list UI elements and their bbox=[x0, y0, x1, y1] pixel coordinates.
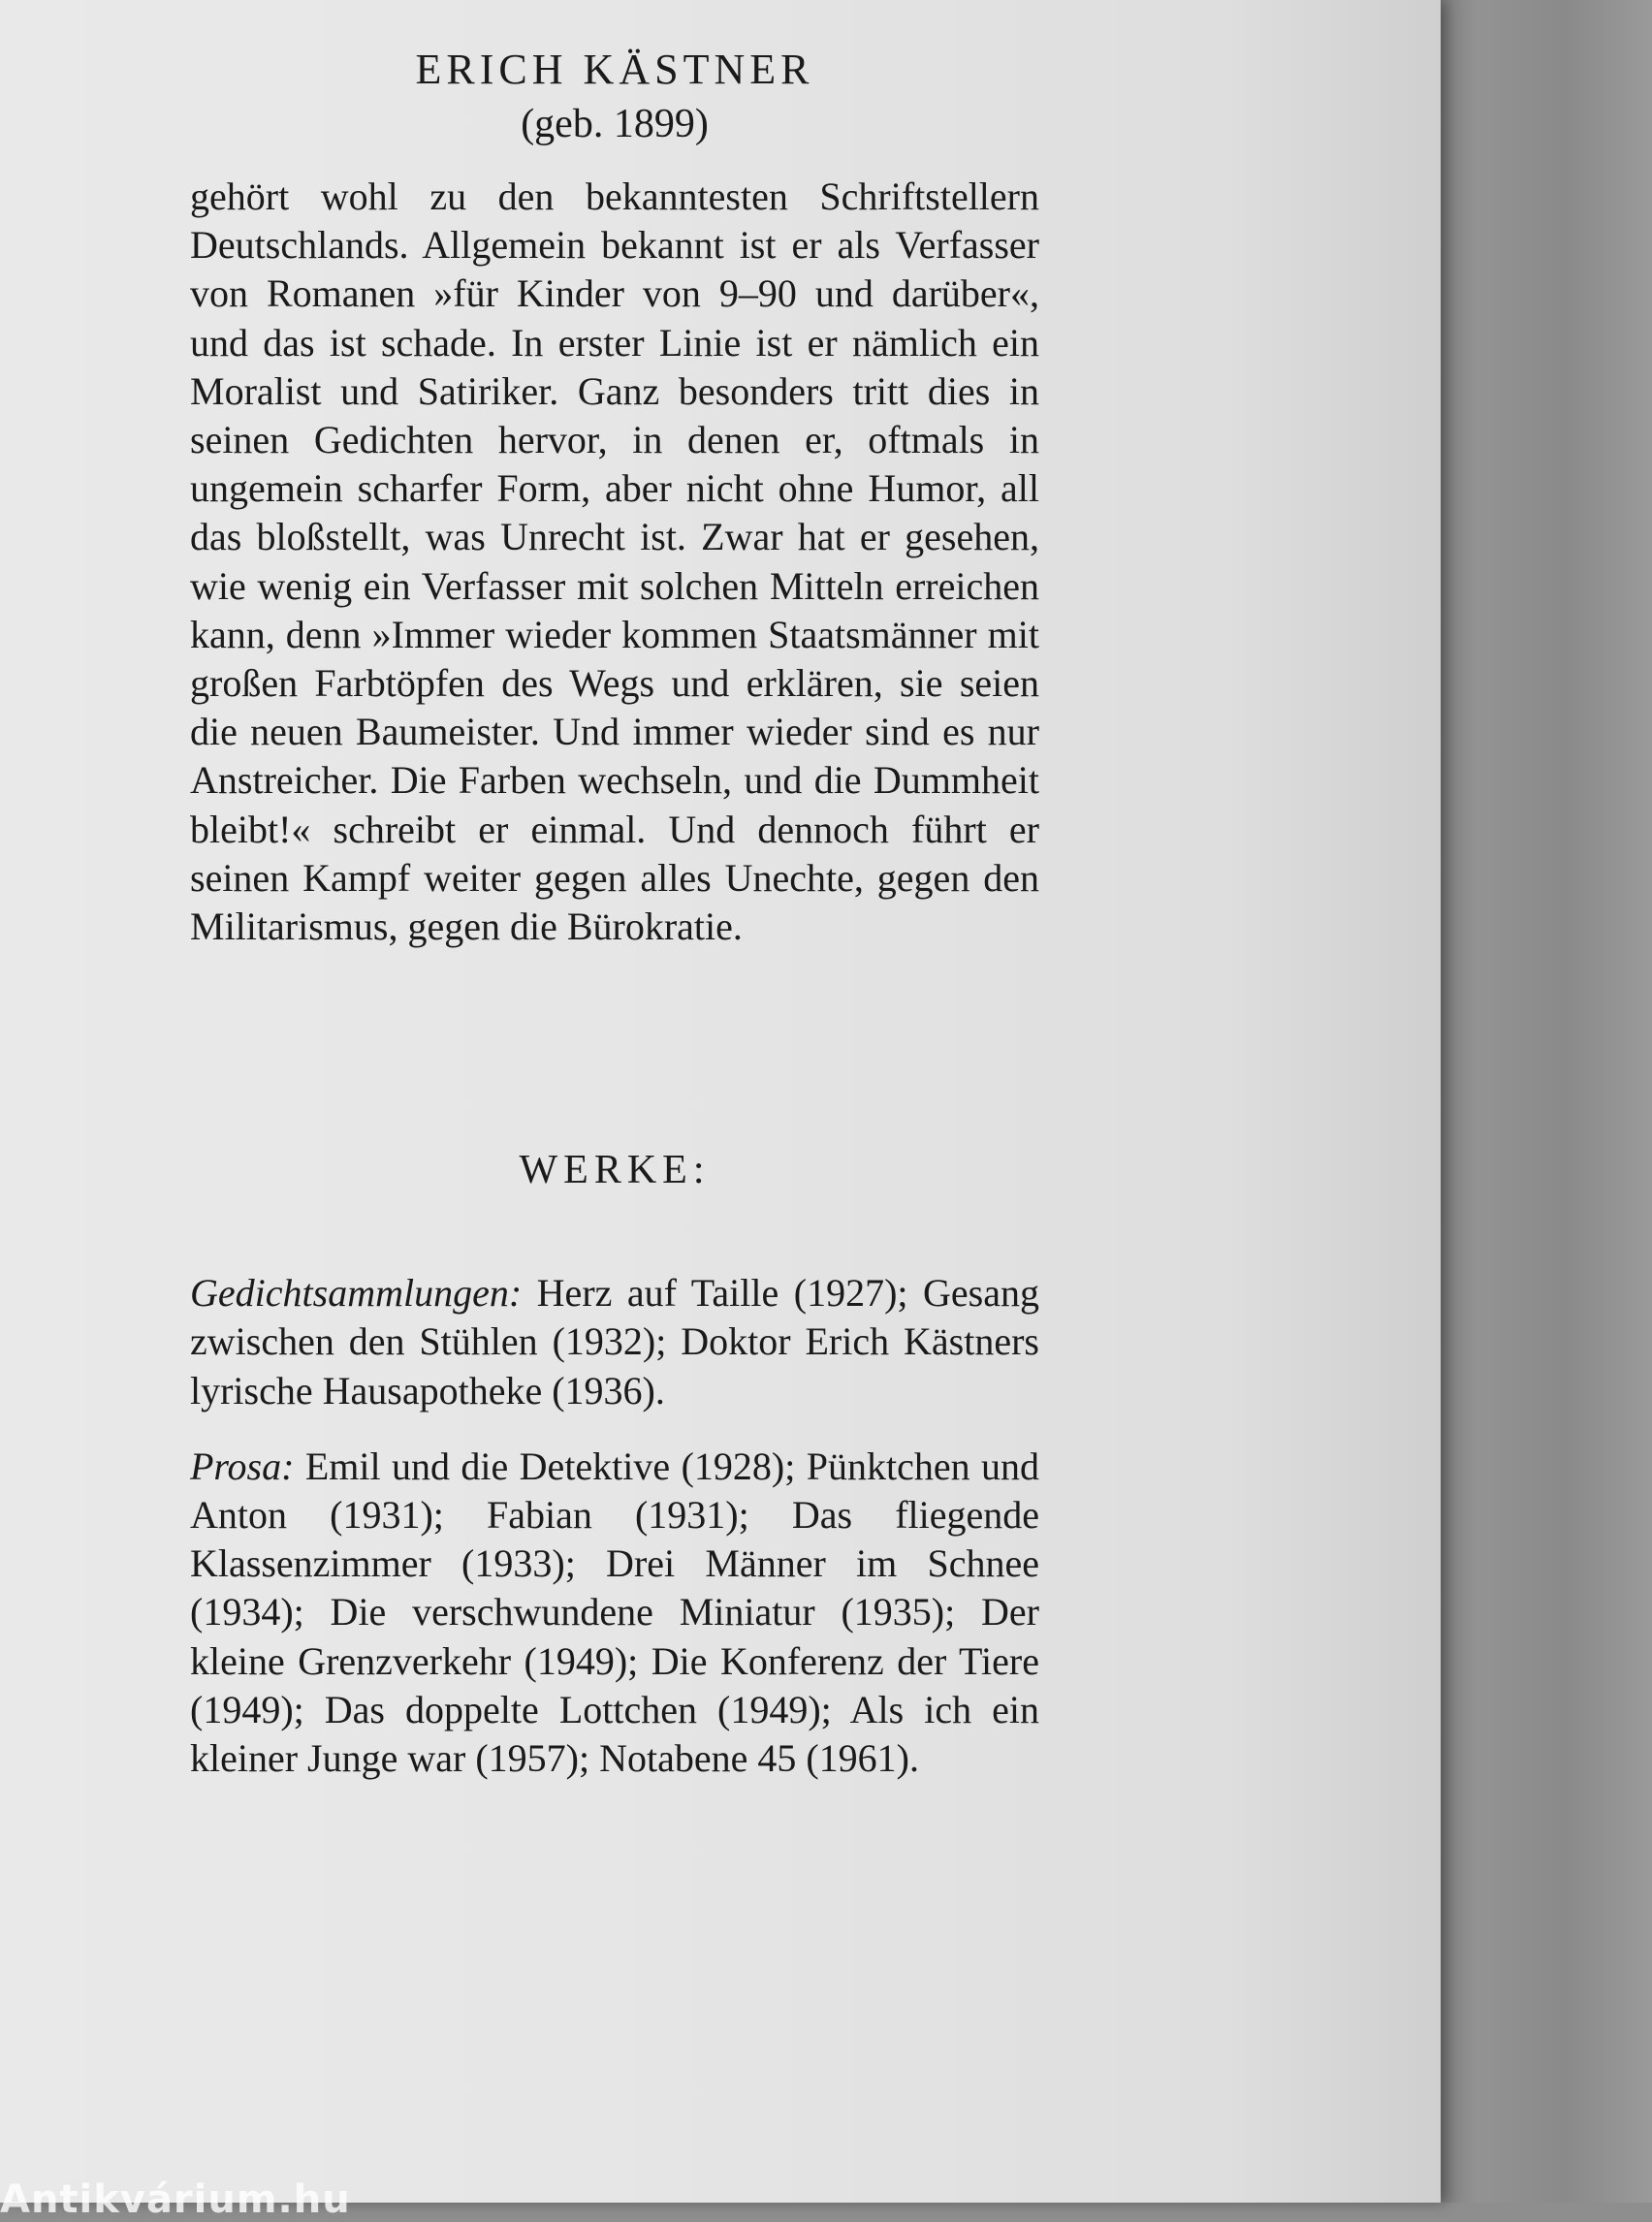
prose-text: Emil und die Detektive (1928); Pünktchen und Anton (1931); Fabian (1931); Das fliegende Klassenzimmer (1933); Drei Männer im Schnee (1934); Die verschwundene Miniatur (1935); Der kleine Grenzverkehr (1949); Die Konferenz der Tiere (1949); Das doppelte Lottchen (1949); Als ich ein kleiner Junge war (1957); Notabene 45 (1961). bbox=[190, 1444, 1039, 1781]
works-poetry bbox=[190, 1269, 1039, 1415]
works-prose bbox=[190, 1443, 1039, 1783]
biography-paragraph: gehört wohl zu den bekanntesten Schriftstellern Deutschlands. Allgemein bekannt ist er als Verfasser von Romanen »für Kinder von 9–90 und darüber«, und das ist schade. In erster Linie ist er nämlich ein Moralist und Satiriker. Ganz besonders tritt dies in seinen Gedichten hervor, in denen er, oftmals in ungemein scharfer Form, aber nicht ohne Humor, all das bloßstellt, was Unrecht ist. Zwar hat er gesehen, wie wenig ein Verfasser mit solchen Mitteln erreichen kann, denn »Immer wieder kommen Staatsmänner mit großen Farbtöpfen des Wegs und erklären, sie seien die neuen Baumeister. Und immer wieder sind es nur Anstreicher. Die Farben wechseln, und die Dummheit bleibt!« schreibt er einmal. Und dennoch führt er seinen Kampf weiter gegen alles Unechte, gegen den Militarismus, gegen die Bürokratie. bbox=[190, 175, 1039, 949]
poetry-text: Herz auf Taille (1927); Gesang zwischen den Stühlen (1932); Doktor Erich Kästners lyrische Hausapotheke (1936). bbox=[190, 1271, 1039, 1413]
works-heading: WERKE: bbox=[519, 1148, 711, 1193]
author-name: ERICH KÄSTNER bbox=[415, 46, 814, 93]
watermark-text: Antikvárium.hu bbox=[0, 2177, 351, 2222]
poetry-label: Gedichtsammlungen: bbox=[190, 1271, 523, 1316]
background-edge bbox=[1435, 0, 1652, 2203]
prose-label: Prosa: bbox=[190, 1444, 295, 1488]
author-dates: (geb. 1899) bbox=[521, 102, 709, 146]
text-column bbox=[190, 43, 1039, 1810]
